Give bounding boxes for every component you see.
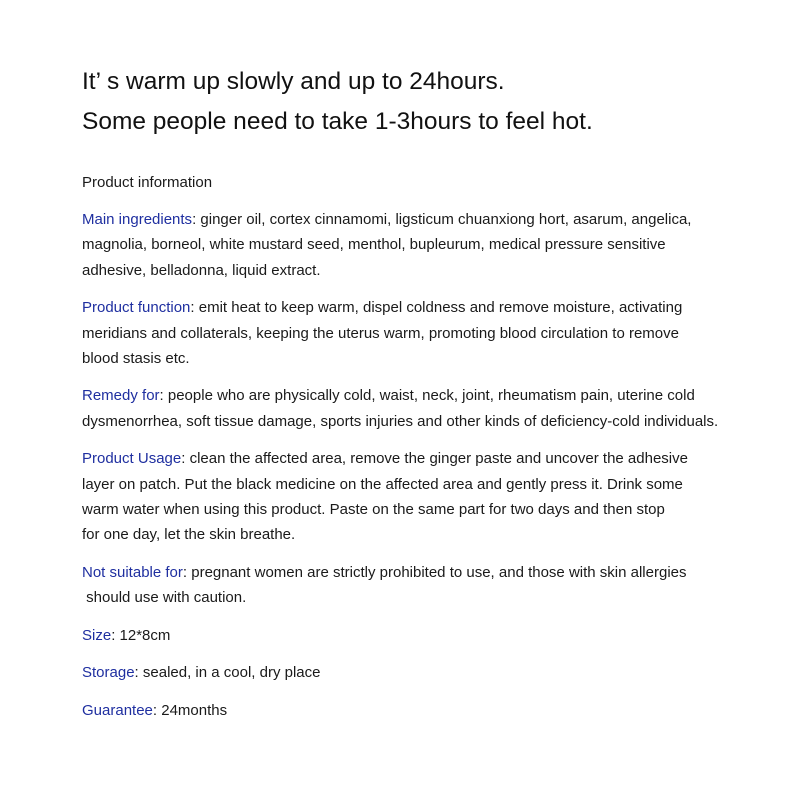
info-size: [82, 623, 782, 648]
info-line: [82, 383, 782, 408]
info-label: Remedy for: [82, 387, 160, 405]
info-line: [82, 446, 782, 471]
info-line: [82, 660, 782, 685]
info-line: [82, 207, 782, 232]
info-product-function: [82, 295, 782, 371]
info-text: : emit heat to keep warm, dispel coldness and remove moisture, activating: [190, 299, 683, 317]
info-line: meridians and collaterals, keeping the uterus warm, promoting blood circulation to remove: [82, 324, 679, 342]
info-line: magnolia, borneol, white mustard seed, menthol, bupleurum, medical pressure sensitive: [82, 236, 666, 254]
section-title: Product information: [82, 174, 213, 191]
info-line: blood stasis etc.: [82, 350, 190, 368]
info-text: : ginger oil, cortex cinnamomi, ligsticum chuanxiong hort, asarum, angelica,: [192, 211, 692, 228]
info-remedy-for: [82, 383, 782, 434]
info-label: Guarantee: [82, 701, 153, 719]
info-line: layer on patch. Put the black medicine on the affected area and gently press it. Drink some: [82, 475, 683, 493]
headline-line-1: It’ s warm up slowly and up to 24hours.: [82, 68, 505, 95]
info-line: [82, 623, 782, 648]
info-product-usage: [82, 446, 782, 548]
info-text: : sealed, in a cool, dry place: [134, 664, 321, 682]
info-label: Not suitable for: [82, 563, 183, 581]
info-line: should use with caution.: [82, 589, 247, 607]
info-label: Size: [82, 626, 112, 644]
info-storage: [82, 660, 782, 685]
info-line: [82, 698, 782, 723]
info-not-suitable-for: [82, 560, 782, 611]
info-text: : clean the affected area, remove the ginger paste and uncover the adhesive: [181, 450, 688, 468]
info-guarantee: [82, 698, 782, 723]
info-text: : 24months: [152, 701, 228, 719]
product-info-list: [82, 207, 782, 723]
info-line: warm water when using this product. Paste on the same part for two days and then stop: [82, 501, 665, 519]
info-label: Product function: [82, 299, 191, 317]
info-line: [82, 295, 782, 320]
info-text: : pregnant women are strictly prohibited to use, and those with skin allergies: [182, 563, 687, 581]
info-label: Main ingredients: [82, 211, 193, 228]
info-main-ingredients: [82, 207, 782, 283]
info-text: : 12*8cm: [111, 626, 171, 644]
info-line: dysmenorrhea, soft tissue damage, sports injuries and other kinds of deficiency-cold individuals.: [82, 412, 719, 430]
product-description: [82, 62, 782, 723]
headline-line-2: Some people need to take 1-3hours to feel hot.: [82, 108, 593, 135]
info-line: adhesive, belladonna, liquid extract.: [82, 261, 321, 279]
info-text: : people who are physically cold, waist, neck, joint, rheumatism pain, uterine cold: [159, 387, 695, 405]
info-line: for one day, let the skin breathe.: [82, 526, 296, 544]
info-label: Product Usage: [82, 450, 182, 468]
info-label: Storage: [82, 664, 135, 682]
info-line: [82, 560, 782, 585]
